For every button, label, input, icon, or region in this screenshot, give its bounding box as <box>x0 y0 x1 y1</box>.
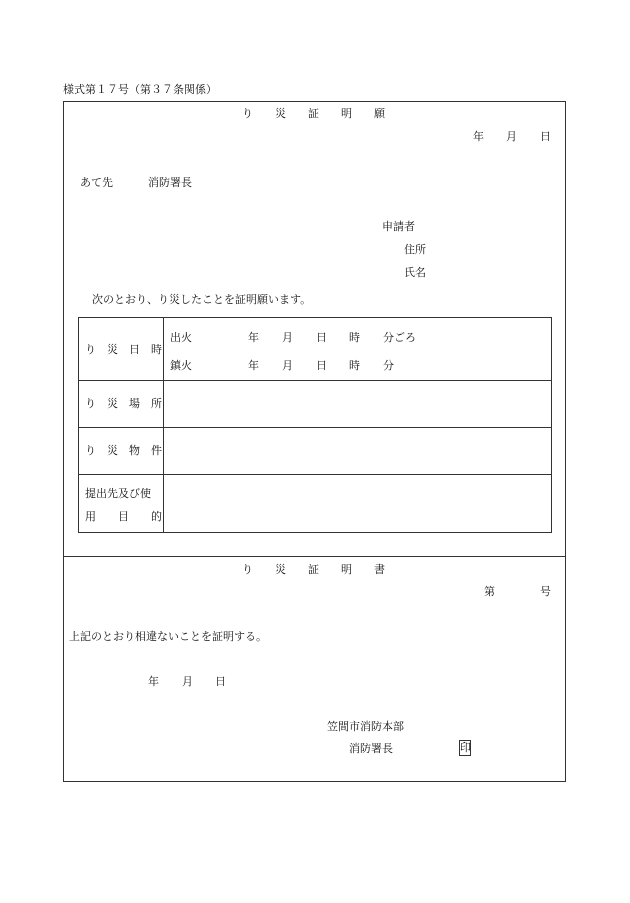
addressee: 消防署長 <box>148 176 192 189</box>
outbreak-day: 日 <box>316 331 327 344</box>
row-place-label: り 災 場 所 <box>85 397 162 410</box>
addressee-label: あて先 <box>80 176 113 189</box>
outbreak-label: 出火 <box>170 331 192 344</box>
row-purpose-label-line1: 提出先及び使 <box>85 487 151 500</box>
application-date-year: 年 <box>473 130 484 143</box>
issuer-organization: 笠間市消防本部 <box>327 720 404 733</box>
row-purpose-label-line2: 用 目 的 <box>85 510 162 523</box>
outbreak-minute: 分ごろ <box>383 331 416 344</box>
row-datetime-label: り 災 日 時 <box>85 343 162 356</box>
applicant-address-label: 住所 <box>404 243 426 256</box>
extinguished-year: 年 <box>248 359 259 372</box>
request-text: 次のとおり、り災したことを証明願います。 <box>92 293 312 306</box>
extinguished-month: 月 <box>282 359 293 372</box>
table-row-divider <box>78 427 552 428</box>
extinguished-day: 日 <box>316 359 327 372</box>
extinguished-hour: 時 <box>349 359 360 372</box>
certificate-title: り 災 証 明 書 <box>242 563 385 576</box>
application-date-month: 月 <box>506 130 517 143</box>
application-date-day: 日 <box>540 130 551 143</box>
row-property-label: り 災 物 件 <box>85 444 162 457</box>
outbreak-hour: 時 <box>349 331 360 344</box>
applicant-name-label: 氏名 <box>404 266 426 279</box>
outbreak-month: 月 <box>282 331 293 344</box>
certificate-statement: 上記のとおり相違ないことを証明する。 <box>69 630 267 643</box>
section-divider <box>63 556 566 557</box>
extinguished-label: 鎮火 <box>170 359 192 372</box>
form-number-label: 様式第１７号（第３７条関係） <box>63 83 217 96</box>
seal-stamp: 印 <box>460 741 471 754</box>
table-row-divider <box>78 474 552 475</box>
certificate-date-year: 年 <box>148 675 159 688</box>
certificate-number-prefix: 第 <box>484 585 495 598</box>
table-column-divider <box>163 317 164 533</box>
issuer-title: 消防署長 <box>349 742 393 755</box>
certificate-number-suffix: 号 <box>540 585 551 598</box>
table-row-divider <box>78 380 552 381</box>
extinguished-minute: 分 <box>383 359 394 372</box>
certificate-date-month: 月 <box>182 675 193 688</box>
applicant-label: 申請者 <box>382 220 415 233</box>
outbreak-year: 年 <box>248 331 259 344</box>
application-title: り 災 証 明 願 <box>242 107 385 120</box>
certificate-date-day: 日 <box>215 675 226 688</box>
